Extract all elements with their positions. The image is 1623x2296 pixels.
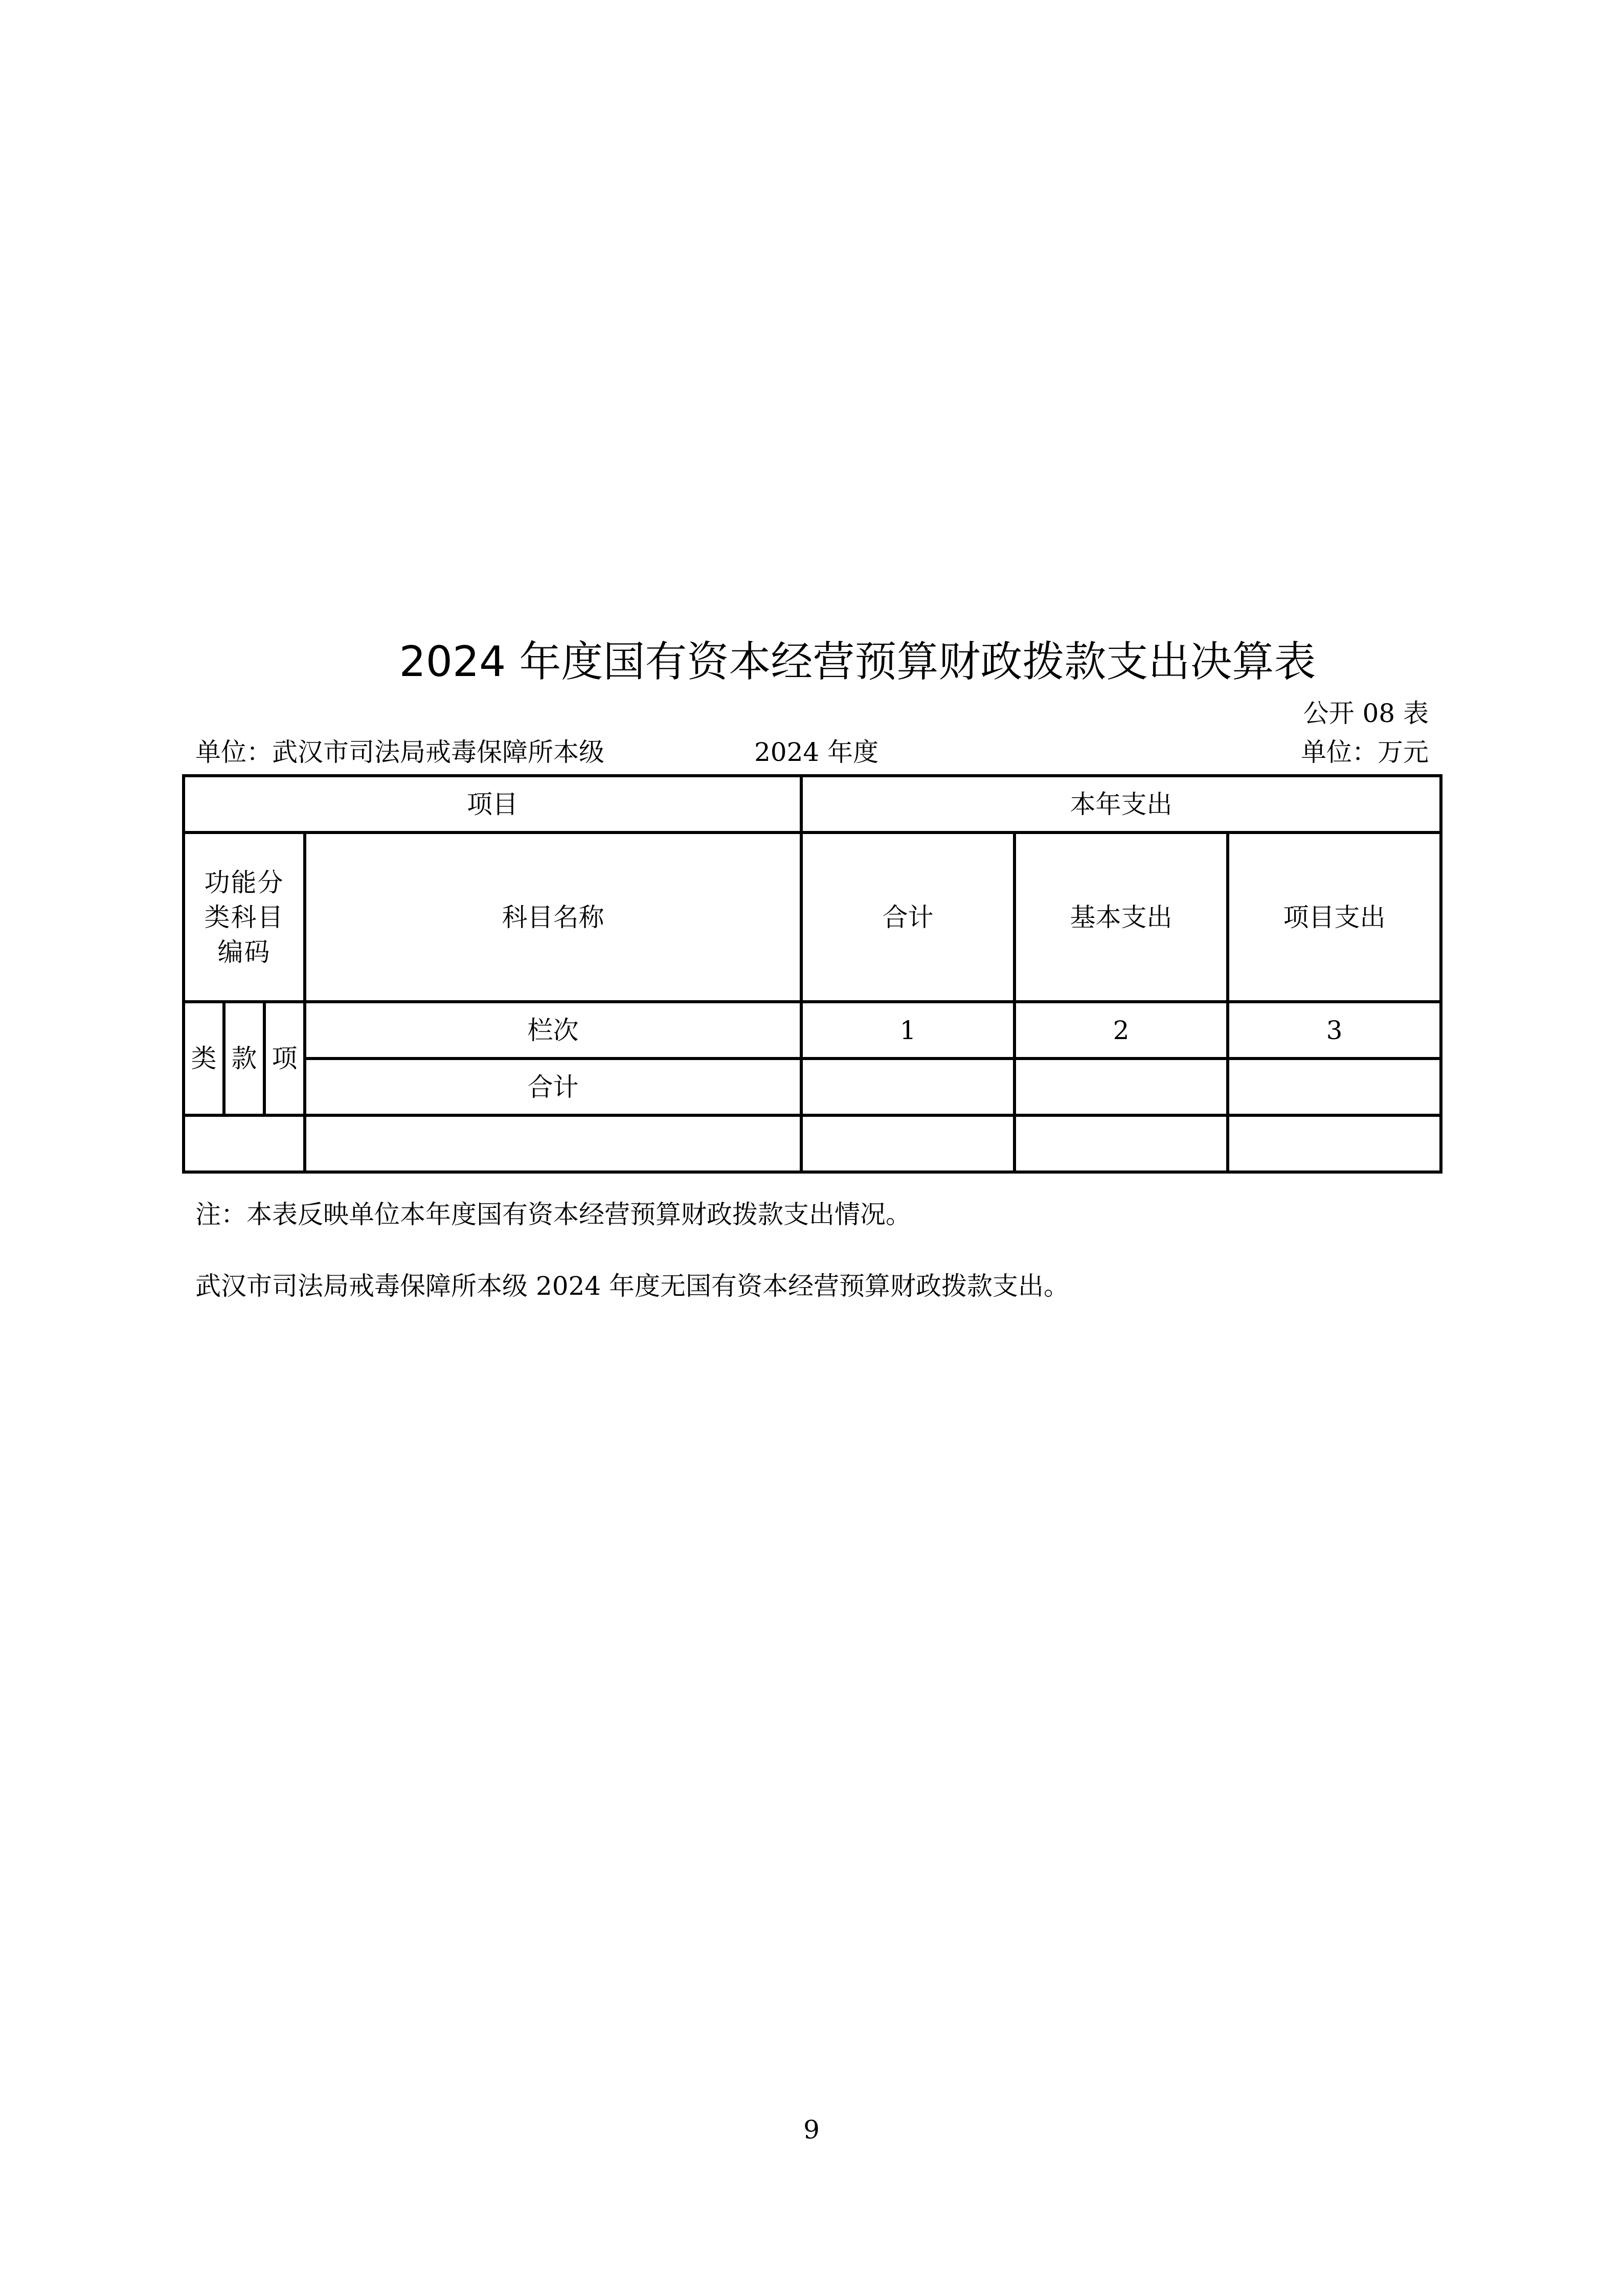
- expenditure-table: [182, 774, 1442, 1174]
- header-function-code: [184, 832, 305, 1002]
- total-value-3: [1228, 1059, 1441, 1115]
- page-title: 2024 年度国有资本经营预算财政拨款支出决算表: [399, 638, 1316, 686]
- header-row-1: [184, 776, 1441, 832]
- header-subject-name: 科目名称: [305, 832, 801, 1002]
- year-label: 2024 年度: [754, 737, 879, 767]
- header-basic-expense: 基本支出: [1015, 832, 1228, 1002]
- header-row-2: [184, 832, 1441, 1002]
- header-current-year-expense: 本年支出: [801, 776, 1441, 832]
- sub-header-category: 类: [184, 1002, 224, 1115]
- column-number-row: [184, 1002, 1441, 1059]
- empty-row-value-2: [1015, 1115, 1228, 1172]
- function-code-line-3: 编码: [217, 937, 271, 967]
- header-project-expense: 项目支出: [1228, 832, 1441, 1002]
- total-row: [184, 1059, 1441, 1115]
- empty-data-row: [184, 1115, 1441, 1172]
- total-value-2: [1015, 1059, 1228, 1115]
- sub-header-item: 项: [264, 1002, 305, 1115]
- unit-label: 单位：武汉市司法局戒毒保障所本级: [195, 737, 604, 767]
- empty-row-value-1: [801, 1115, 1015, 1172]
- column-number-2: 2: [1015, 1002, 1228, 1059]
- page-number: 9: [803, 2115, 820, 2145]
- form-number: 公开 08 表: [1303, 699, 1429, 728]
- function-code-line-2: 类科目: [204, 902, 284, 932]
- no-expense-statement: 武汉市司法局戒毒保障所本级 2024 年度无国有资本经营预算财政拨款支出。: [195, 1271, 1070, 1301]
- header-item: 项目: [184, 776, 801, 832]
- sub-header-section: 款: [224, 1002, 264, 1115]
- function-code-line-1: 功能分: [204, 867, 284, 897]
- column-number-3: 3: [1228, 1002, 1441, 1059]
- header-total: 合计: [801, 832, 1015, 1002]
- table-note: 注：本表反映单位本年度国有资本经营预算财政拨款支出情况。: [195, 1200, 911, 1229]
- empty-row-value-3: [1228, 1115, 1441, 1172]
- empty-row-code: [184, 1115, 305, 1172]
- total-value-1: [801, 1059, 1015, 1115]
- total-label: 合计: [305, 1059, 801, 1115]
- column-number-label: 栏次: [305, 1002, 801, 1059]
- empty-row-name: [305, 1115, 801, 1172]
- currency-label: 单位：万元: [1301, 737, 1429, 767]
- column-number-1: 1: [801, 1002, 1015, 1059]
